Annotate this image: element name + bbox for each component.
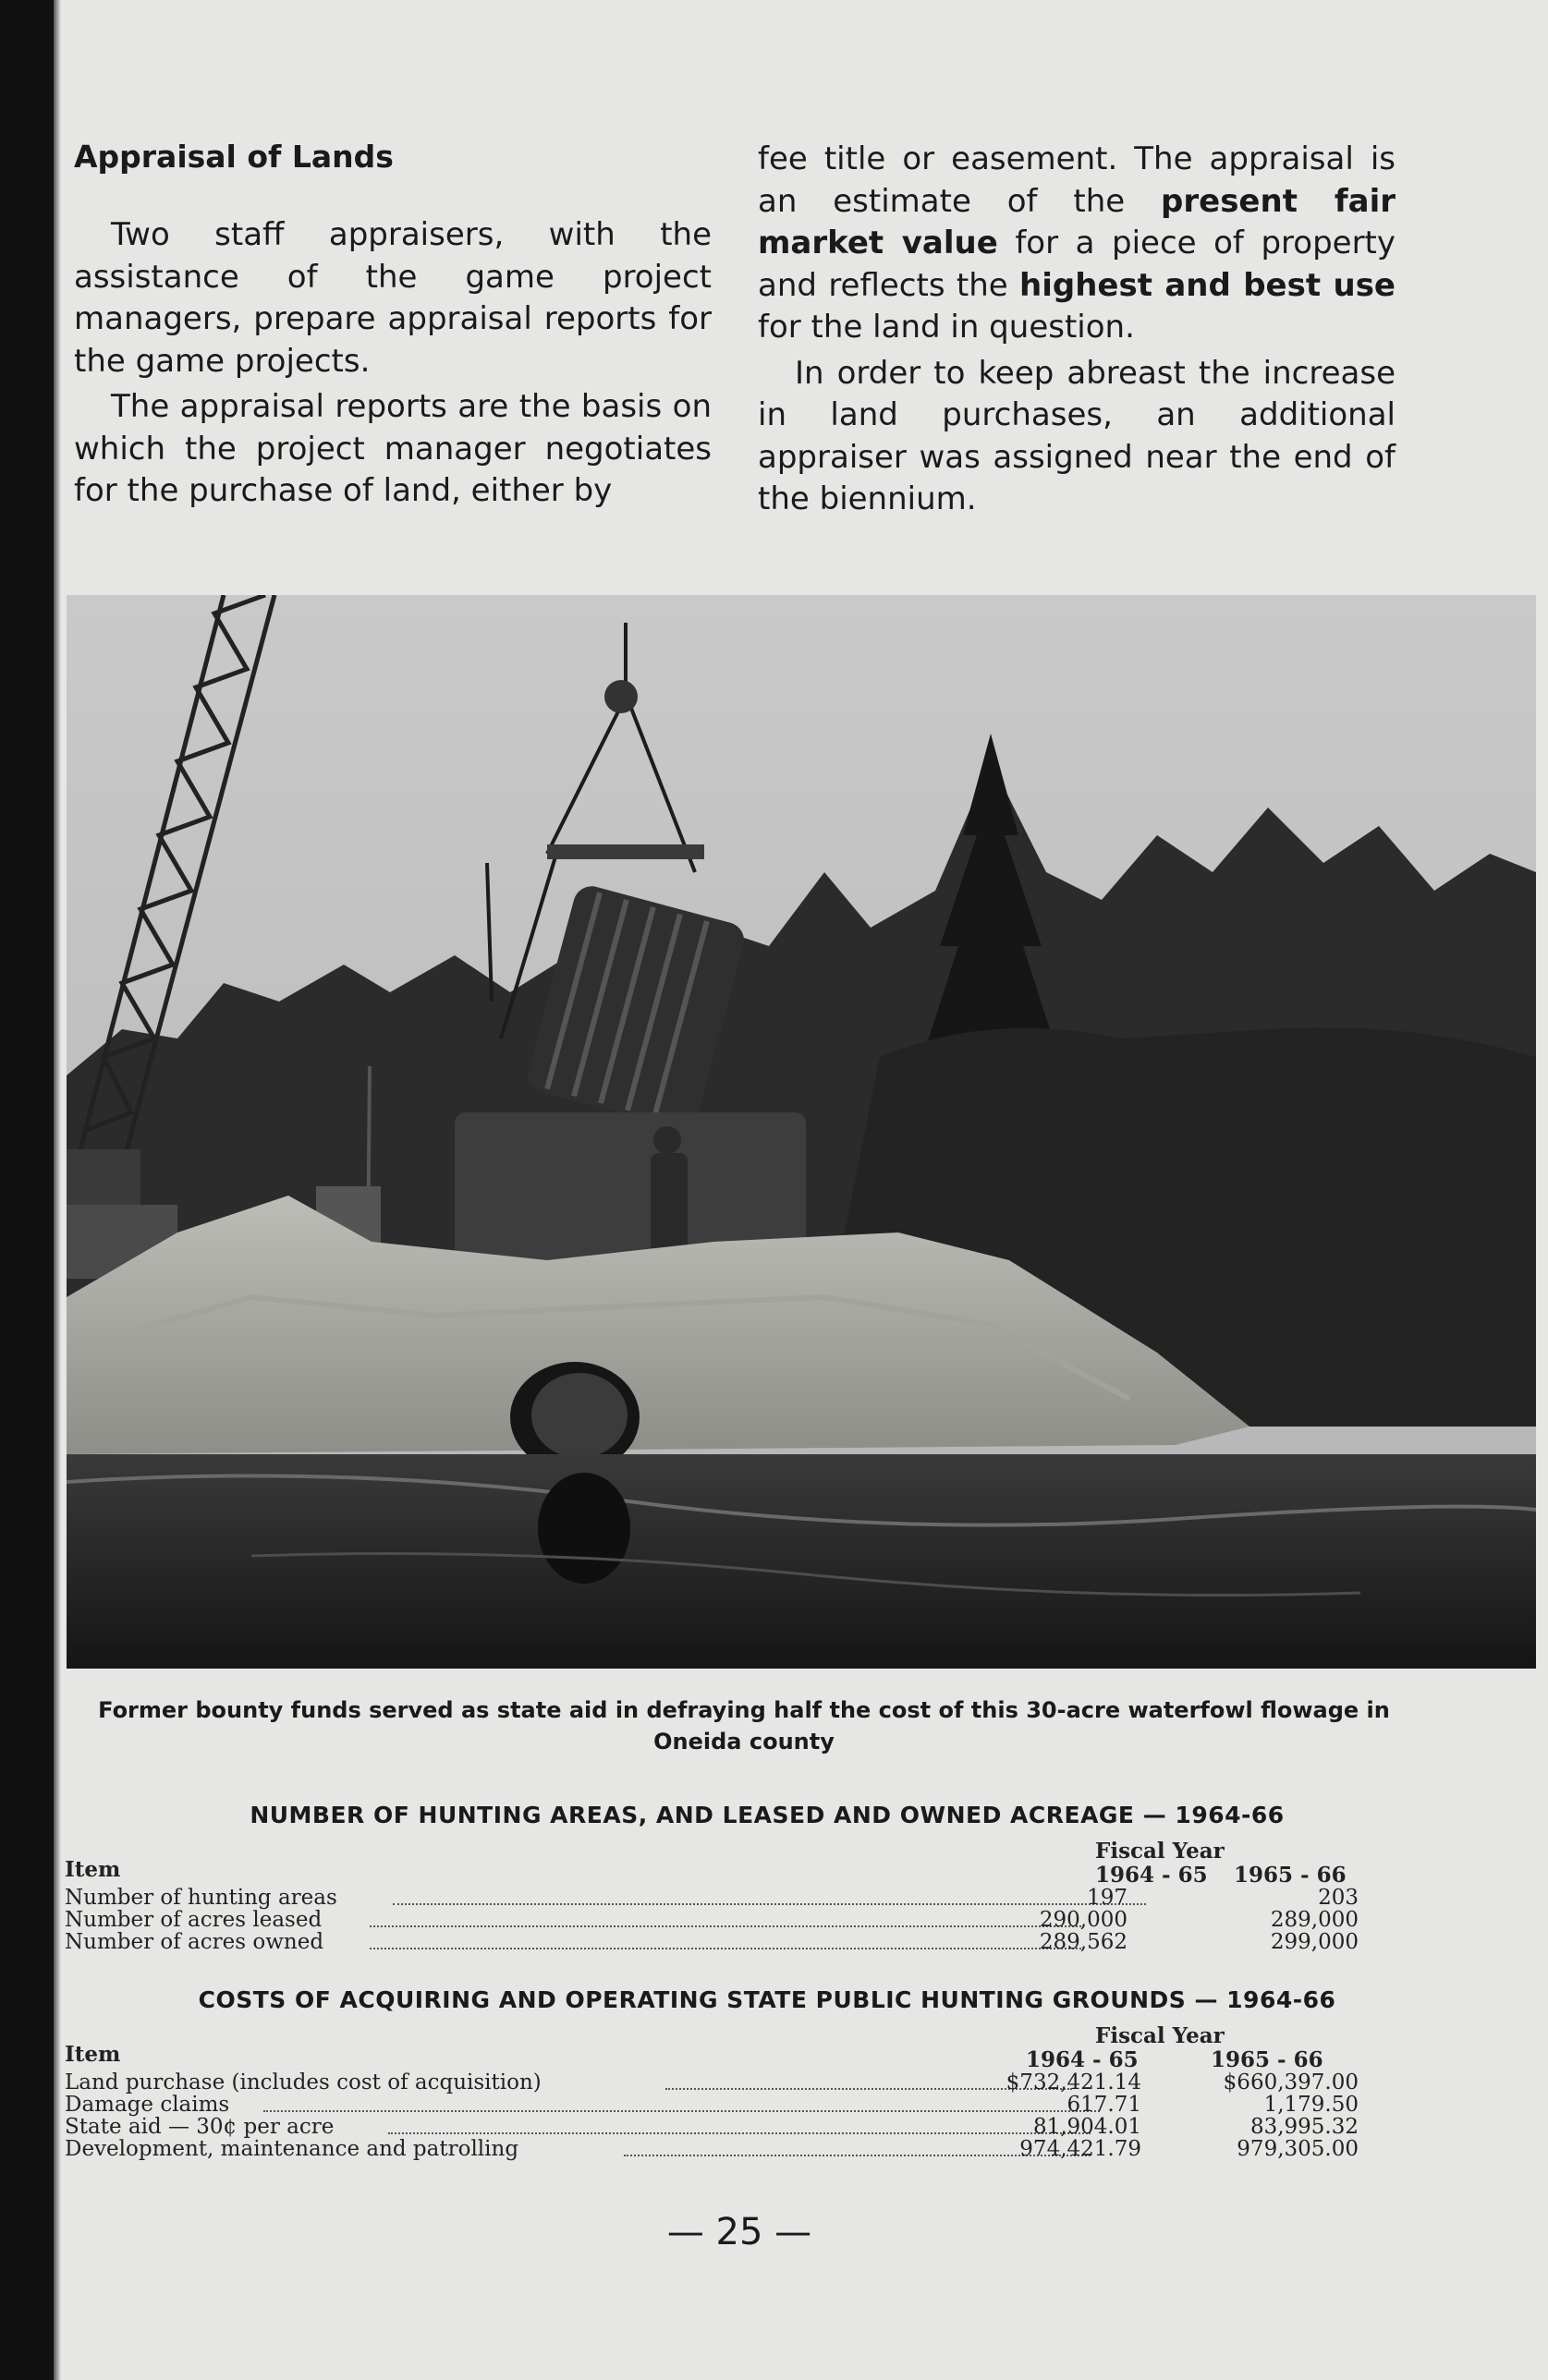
row-label: State aid — 30¢ per acre: [65, 2115, 335, 2139]
table2-row: [65, 2094, 1359, 2116]
row-label: Number of acres leased: [65, 1908, 323, 1932]
paragraph-appraisal-basis: The appraisal reports are the basis on which the project manager negotiates for the purchase of land, either by: [74, 388, 712, 509]
value-1964-65: $732,421.14: [1006, 2070, 1141, 2095]
text-run: for the land in question.: [758, 309, 1135, 346]
value-1964-65: 81,904.01: [1032, 2115, 1141, 2139]
table2-row: [65, 2138, 1359, 2160]
table1-col-1965-66: 1965 - 66: [1234, 1863, 1347, 1888]
value-1965-66: 299,000: [1270, 1930, 1359, 1954]
dot-leader: [370, 1925, 1081, 1927]
table1-title: NUMBER OF HUNTING AREAS, AND LEASED AND OWNED ACREAGE — 1964-66: [250, 1802, 1285, 1828]
table2-col-1965-66: 1965 - 66: [1211, 2047, 1323, 2072]
section-heading: Appraisal of Lands: [74, 139, 394, 175]
value-1965-66: 1,179.50: [1263, 2093, 1359, 2117]
value-1964-65: 974,421.79: [1019, 2137, 1141, 2161]
table1-hunting-areas: [65, 1839, 1359, 1959]
value-1964-65: 290,000: [1039, 1908, 1127, 1932]
value-1965-66: 83,995.32: [1249, 2115, 1359, 2139]
row-label: Number of acres owned: [65, 1930, 324, 1954]
table1-fiscal-year: Fiscal Year: [1095, 1839, 1225, 1864]
table1-row: [65, 1931, 1359, 1953]
table2-title: COSTS OF ACQUIRING AND OPERATING STATE PUBLIC HUNTING GROUNDS — 1964-66: [198, 1986, 1336, 2013]
paragraph-appraisers: Two staff appraisers, with the assistance of the game project managers, prepare appraisal reports for the game projects.: [74, 216, 712, 380]
value-1965-66: 289,000: [1270, 1908, 1359, 1932]
text-run: fee title or easement. The appraisal is an estimate of the: [758, 140, 1396, 220]
page-number: — 25 —: [666, 2211, 812, 2253]
row-label: Number of hunting areas: [65, 1886, 337, 1910]
dot-leader: [263, 2110, 1100, 2112]
table2-fiscal-year: Fiscal Year: [1095, 2023, 1225, 2048]
table1-row: [65, 1887, 1359, 1909]
table2-item-header: Item: [65, 2042, 121, 2067]
table2-col-1964-65: 1964 - 65: [1026, 2047, 1139, 2072]
row-label: Land purchase (includes cost of acquisition): [65, 2070, 542, 2095]
table2-row: [65, 2071, 1359, 2094]
right-column: [758, 139, 1396, 521]
paragraph-additional-appraiser: In order to keep abreast the increase in land purchases, an additional appraiser was assigned near the end of the biennium.: [758, 354, 1396, 517]
text-run: for a piece of property and reflects the: [758, 225, 1396, 304]
value-1965-66: 979,305.00: [1237, 2137, 1359, 2161]
photo-illustration: [67, 595, 1536, 1669]
table2-row: [65, 2116, 1359, 2138]
row-label: Damage claims: [65, 2093, 230, 2117]
value-1965-66: 203: [1318, 1886, 1359, 1910]
flowage-construction-photo: [67, 595, 1536, 1669]
value-1965-66: $660,397.00: [1223, 2070, 1359, 2095]
paragraph-fee-title: [758, 139, 1396, 349]
value-1964-65: 197: [1087, 1886, 1127, 1910]
left-column: [74, 139, 712, 513]
value-1964-65: 289,562: [1039, 1930, 1127, 1954]
bold-term-best-use: highest and best use: [1019, 266, 1396, 304]
binding-shadow: [54, 0, 61, 2380]
table2-costs: [65, 2023, 1359, 2162]
row-label: Development, maintenance and patrolling: [65, 2137, 519, 2161]
dot-leader: [393, 1903, 1146, 1905]
table1-row: [65, 1909, 1359, 1931]
value-1964-65: 617.71: [1067, 2093, 1141, 2117]
table1-item-header: Item: [65, 1857, 121, 1882]
binding-edge: [0, 0, 54, 2380]
bold-term-market-value: present fair market value: [758, 182, 1396, 261]
table1-col-1964-65: 1964 - 65: [1095, 1863, 1208, 1888]
dot-leader: [370, 1948, 1081, 1949]
photo-caption: Former bounty funds served as state aid in defraying half the cost of this 30-acre waterfowl flowage in Oneida county: [98, 1697, 1390, 1755]
dot-leader: [388, 2132, 1091, 2134]
